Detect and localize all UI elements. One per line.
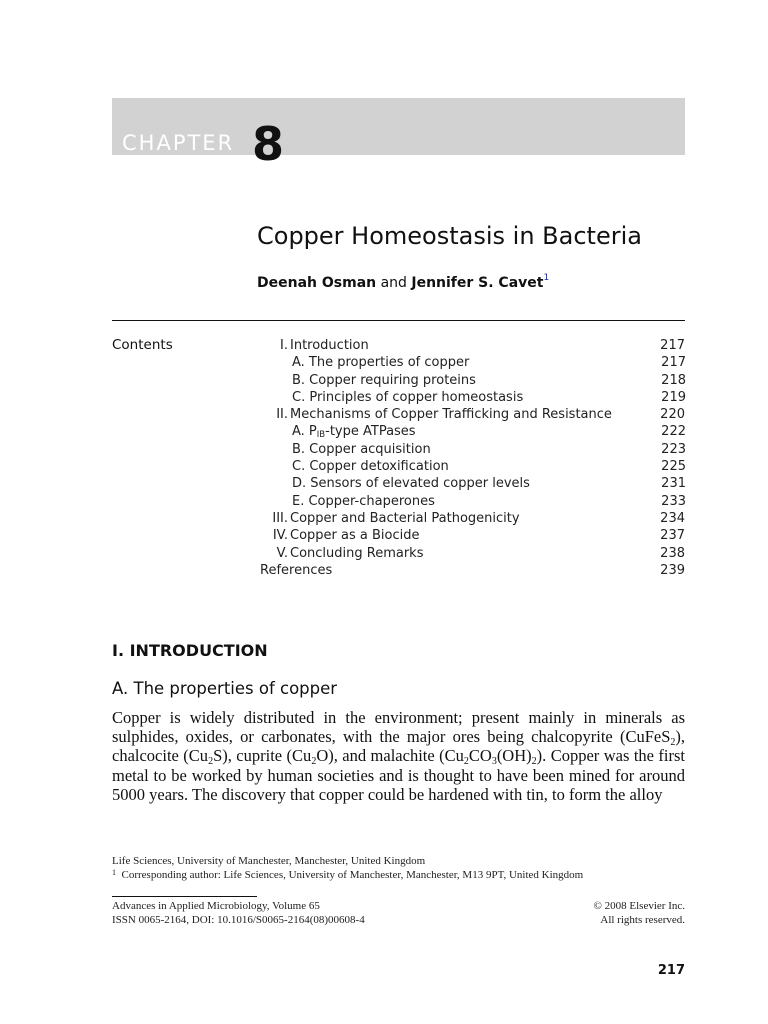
toc-entry[interactable] [256,389,686,406]
footer-publication-info [112,899,365,927]
toc-title: B. Copper acquisition [292,441,431,457]
toc-page: 218 [661,372,686,388]
toc-page: 234 [660,510,685,526]
toc-number: II. [276,407,288,423]
toc-title: Copper as a Biocide [290,528,420,544]
table-of-contents [256,337,686,579]
toc-title: Concluding Remarks [290,545,424,561]
toc-page: 217 [660,338,685,353]
toc-entry[interactable] [256,527,686,544]
journal-volume: Advances in Applied Microbiology, Volume 65 [112,900,320,912]
toc-title-suffix: -type ATPases [325,424,416,440]
toc-entry[interactable] [256,406,686,423]
toc-entry[interactable] [256,475,686,492]
toc-number: III. [272,510,288,526]
toc-title: Copper and Bacterial Pathogenicity [290,510,520,526]
affiliation-line: Life Sciences, University of Manchester, Manchester, United Kingdom [112,855,426,867]
footnote-mark: 1 [112,867,116,877]
toc-title-prefix: A. P [292,424,317,440]
toc-page: 220 [660,407,685,423]
subsection-heading: A. The properties of copper [112,679,338,698]
corresponding-author-note: $^1$ Corresponding author: Life Sciences, University of Manchester, Manchester, M13 9PT, United Kingdom [112,867,584,881]
page-number: 217 [657,963,685,978]
toc-page: 237 [660,528,685,544]
author-osman: Deenah Osman [257,275,377,291]
toc-entry[interactable] [256,458,686,475]
toc-page: 239 [660,562,685,578]
toc-page: 223 [661,441,686,457]
toc-title: E. Copper-chaperones [292,493,435,509]
toc-number: IV. [272,528,288,544]
contents-label: Contents [112,337,173,353]
toc-entry[interactable] [256,562,686,579]
toc-page: 219 [661,389,686,405]
toc-title-subscript: IB [316,430,326,441]
section-heading: I. INTRODUCTION [112,641,268,660]
chapter-word: CHAPTER [122,131,235,155]
copyright-line: © 2008 Elsevier Inc. [593,900,685,912]
toc-title: Mechanisms of Copper Trafficking and Resistance [290,407,612,423]
toc-title: B. Copper requiring proteins [292,372,476,388]
toc-title: C. Principles of copper homeostasis [292,389,524,405]
toc-page: 238 [660,545,685,561]
toc-entry[interactable] [256,337,686,354]
author-line [257,273,549,293]
toc-number: V. [276,545,288,561]
toc-page: 233 [661,493,686,509]
affiliation-notes [112,855,685,882]
toc-page: 231 [661,476,686,492]
toc-title: Introduction [290,338,369,353]
chapter-title: Copper Homeostasis in Bacteria [257,222,642,250]
toc-entry[interactable] [256,372,686,389]
footer-copyright [594,899,685,927]
toc-page: 217 [661,355,686,371]
toc-entry[interactable] [256,545,686,562]
chapter-number: 8 [252,117,285,171]
author-cavet: Jennifer S. Cavet [411,275,544,291]
author-conjunction: and [380,275,407,291]
toc-page: 222 [661,424,686,440]
footer-rule [112,896,257,897]
toc-title: A. The properties of copper [292,355,470,371]
body-paragraph: Copper is widely distributed in the environment; present mainly in minerals as sulphides, oxides, or carbonates, with the major ores being chalcopyrite (CuFeS$_2$), chalcocite $(Cu_2S)$, cuprite $(Cu_2O)$, and malachite $(Cu_2CO_3(OH)_2)$. Copper was the first metal to be worked by human societies and is thought to have been mined for around 5000 years. The discovery that copper could be hardened with tin, to form the alloy [112,708,685,804]
header-rule [112,320,685,321]
toc-title: References [260,562,333,578]
rights-line: All rights reserved. [600,914,685,926]
toc-entry[interactable] [256,354,686,371]
toc-title: D. Sensors of elevated copper levels [292,476,530,492]
toc-entry[interactable] [256,441,686,458]
toc-page: 225 [661,459,686,475]
toc-entry[interactable] [256,493,686,510]
toc-entry[interactable] [256,510,686,527]
issn-doi[interactable]: ISSN 0065-2164, DOI: 10.1016/S0065-2164(08)00608-4 [112,914,365,926]
toc-number: I. [280,338,288,353]
toc-entry[interactable] [256,423,686,440]
author-footnote-link[interactable]: 1 [543,273,550,283]
toc-title: C. Copper detoxification [292,459,449,475]
